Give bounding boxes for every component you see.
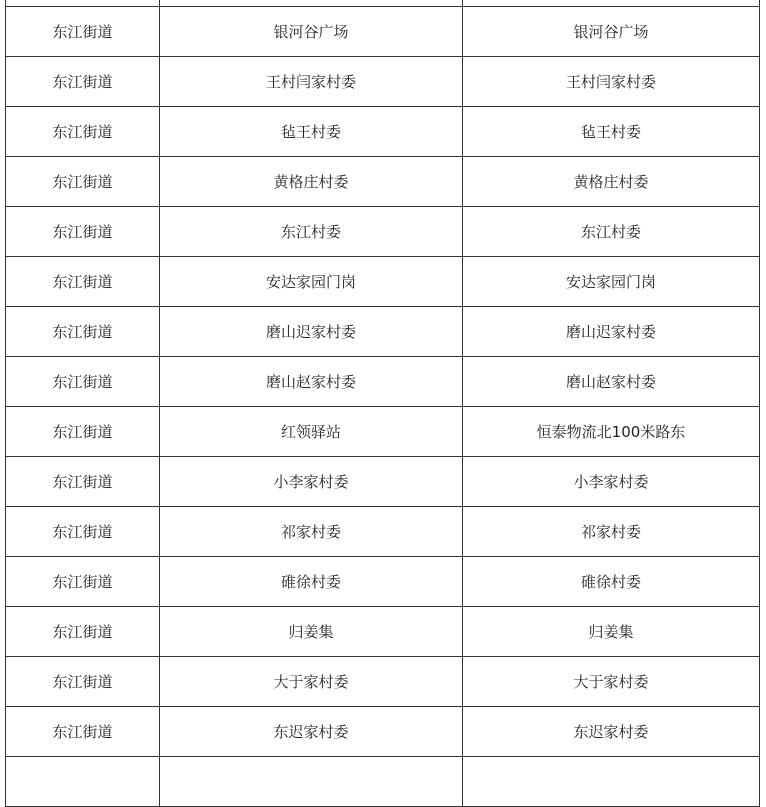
sites-table-container	[5, 0, 759, 807]
site-cell: 小李家村委	[160, 457, 463, 507]
location-cell: 磨山迟家村委	[463, 307, 760, 357]
location-cell: 碓徐村委	[463, 557, 760, 607]
table-row	[6, 457, 760, 507]
site-cell: 磨山赵家村委	[160, 357, 463, 407]
district-cell: 东江街道	[6, 107, 160, 157]
site-cell: 祁家村委	[160, 507, 463, 557]
site-cell: 安达家园门岗	[160, 257, 463, 307]
site-cell: 东江村委	[160, 207, 463, 257]
table-row	[6, 507, 760, 557]
district-cell: 东江街道	[6, 657, 160, 707]
table-row	[6, 707, 760, 757]
site-cell: 红领驿站	[160, 407, 463, 457]
table-row	[6, 107, 760, 157]
site-cell: 黄格庄村委	[160, 157, 463, 207]
district-cell: 东江街道	[6, 157, 160, 207]
site-cell: 东迟家村委	[160, 707, 463, 757]
sites-table	[5, 0, 760, 807]
site-cell: 王村闫家村委	[160, 57, 463, 107]
location-cell: 东迟家村委	[463, 707, 760, 757]
location-cell: 安达家园门岗	[463, 257, 760, 307]
table-row	[6, 57, 760, 107]
site-cell: 大于家村委	[160, 657, 463, 707]
district-cell: 东江街道	[6, 307, 160, 357]
table-row	[6, 7, 760, 57]
location-cell: 磨山赵家村委	[463, 357, 760, 407]
table-row	[6, 607, 760, 657]
district-cell: 东江街道	[6, 207, 160, 257]
table-row	[6, 557, 760, 607]
district-cell: 东江街道	[6, 707, 160, 757]
site-cell	[160, 757, 463, 807]
site-cell: 毡王村委	[160, 107, 463, 157]
location-cell: 小李家村委	[463, 457, 760, 507]
location-cell: 王村闫家村委	[463, 57, 760, 107]
district-cell: 东江街道	[6, 257, 160, 307]
location-cell: 恒泰物流北100米路东	[463, 407, 760, 457]
table-row	[6, 657, 760, 707]
site-cell: 归姜集	[160, 607, 463, 657]
table-row	[6, 757, 760, 807]
table-row	[6, 207, 760, 257]
site-cell: 磨山迟家村委	[160, 307, 463, 357]
table-row	[6, 307, 760, 357]
table-row	[6, 407, 760, 457]
district-cell: 东江街道	[6, 7, 160, 57]
table-row	[6, 357, 760, 407]
district-cell: 东江街道	[6, 407, 160, 457]
site-cell: 银河谷广场	[160, 7, 463, 57]
location-cell: 银河谷广场	[463, 7, 760, 57]
table-row	[6, 157, 760, 207]
location-cell: 毡王村委	[463, 107, 760, 157]
table-body	[6, 0, 760, 807]
location-cell: 祁家村委	[463, 507, 760, 557]
location-cell: 东江村委	[463, 207, 760, 257]
site-cell: 碓徐村委	[160, 557, 463, 607]
location-cell: 归姜集	[463, 607, 760, 657]
district-cell: 东江街道	[6, 507, 160, 557]
district-cell	[6, 757, 160, 807]
district-cell: 东江街道	[6, 557, 160, 607]
district-cell: 东江街道	[6, 607, 160, 657]
location-cell	[463, 757, 760, 807]
location-cell: 黄格庄村委	[463, 157, 760, 207]
table-row	[6, 257, 760, 307]
district-cell: 东江街道	[6, 357, 160, 407]
district-cell: 东江街道	[6, 57, 160, 107]
district-cell: 东江街道	[6, 457, 160, 507]
location-cell: 大于家村委	[463, 657, 760, 707]
